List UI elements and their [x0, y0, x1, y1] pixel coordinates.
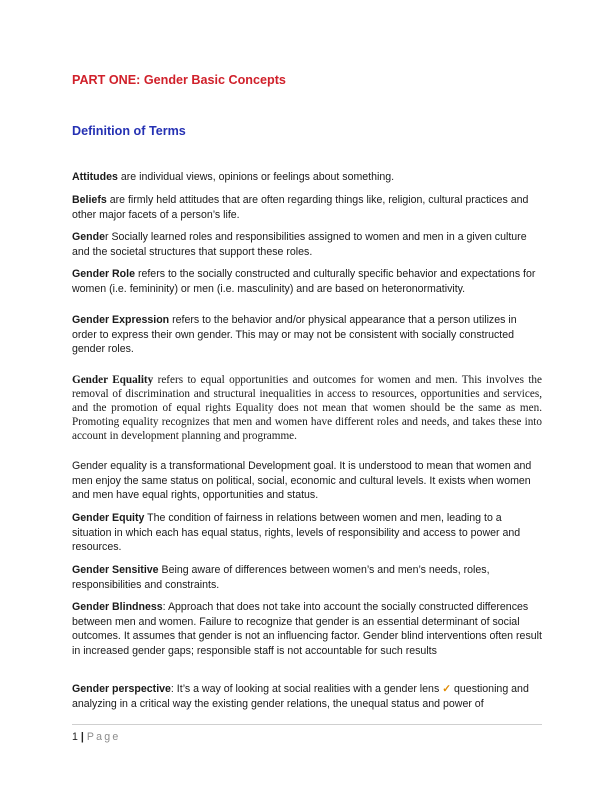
- definition-gender-equality: [72, 373, 542, 443]
- footer-divider: [72, 724, 542, 725]
- page-label: Page: [86, 731, 121, 743]
- term-label: Gender perspective: [72, 683, 171, 695]
- definition-gender-role: [72, 267, 542, 296]
- term-label: Beliefs: [72, 194, 107, 206]
- term-label: Gender Equality: [72, 374, 154, 386]
- term-definition: : Approach that does not take into account the socially constructed differences between men and women. Failure to recognize that gender is an essential determinant of social outcomes. It assumes that gender is not an influencing factor. Gender blind interventions often result in increased gender gaps; responsible staff is not accountable for such results: [72, 601, 542, 658]
- term-definition-continued: questioning and analyzing in a critical way the existing gender relations, the unequal status and power of: [72, 683, 529, 710]
- term-label: Gender Role: [72, 268, 135, 280]
- term-label: Gender Blindness: [72, 601, 163, 613]
- definition-gender-sensitive: [72, 563, 542, 592]
- definition-gender: [72, 230, 542, 259]
- term-definition: Being aware of differences between women’s and men’s needs, roles, responsibilities and constraints.: [72, 564, 490, 591]
- term-definition: are firmly held attitudes that are often regarding things like, religion, cultural practices and other major facets of a person’s life.: [72, 194, 529, 221]
- term-definition: refers to the behavior and/or physical appearance that a person utilizes in order to express their own gender. This may or may not be consistent with socially constructed gender roles.: [72, 314, 517, 356]
- definition-gender-blindness: [72, 600, 542, 659]
- term-label: Gender Expression: [72, 314, 170, 326]
- section-title: Definition of Terms: [72, 124, 186, 138]
- term-label: Attitudes: [72, 171, 118, 183]
- term-definition: are individual views, opinions or feelings about something.: [117, 171, 395, 183]
- page-number: 1: [72, 731, 78, 743]
- definition-gender-equity: [72, 511, 542, 555]
- definition-attitudes: [72, 170, 542, 185]
- page-footer: [72, 731, 120, 743]
- term-definition: refers to the socially constructed and culturally specific behavior and expectations for women (i.e. femininity) or men (i.e. masculinity) and are based on heteronormativity.: [72, 268, 536, 295]
- term-definition: refers to equal opportunities and outcomes for women and men. This involves the removal of discrimination and structural inequalities in access to resources, opportunities and services, and the promotion of equal rights Equality does not mean that women should be the same as men. Promoting equality recognizes that men and women have different roles and needs, and takes these into account in development planning and programme.: [72, 374, 542, 442]
- paragraph-text: Gender equality is a transformational Development goal. It is understood to mean that women and men enjoy the same status on political, social, economic and cultural levels. It exists when women and men have equal rights, opportunities and status.: [72, 460, 532, 502]
- definition-beliefs: [72, 193, 542, 222]
- footer-separator: |: [80, 731, 84, 743]
- term-label: Gender Sensitive: [72, 564, 159, 576]
- term-label: Gende: [72, 231, 105, 243]
- term-definition: r Socially learned roles and responsibilities assigned to women and men in a given culture and the societal structures that support these roles.: [72, 231, 527, 258]
- term-label: Gender Equity: [72, 512, 145, 524]
- term-definition: The condition of fairness in relations between women and men, leading to a situation in which each has equal status, rights, levels of responsibility and access to power and resources.: [72, 512, 521, 554]
- gender-equality-paragraph: [72, 459, 542, 503]
- definition-gender-expression: [72, 313, 542, 357]
- definition-gender-perspective: [72, 682, 542, 711]
- part-title: PART ONE: Gender Basic Concepts: [72, 73, 286, 87]
- checkmark-icon: ✓: [442, 683, 452, 695]
- term-definition: : It’s a way of looking at social realities with a gender lens: [170, 683, 443, 695]
